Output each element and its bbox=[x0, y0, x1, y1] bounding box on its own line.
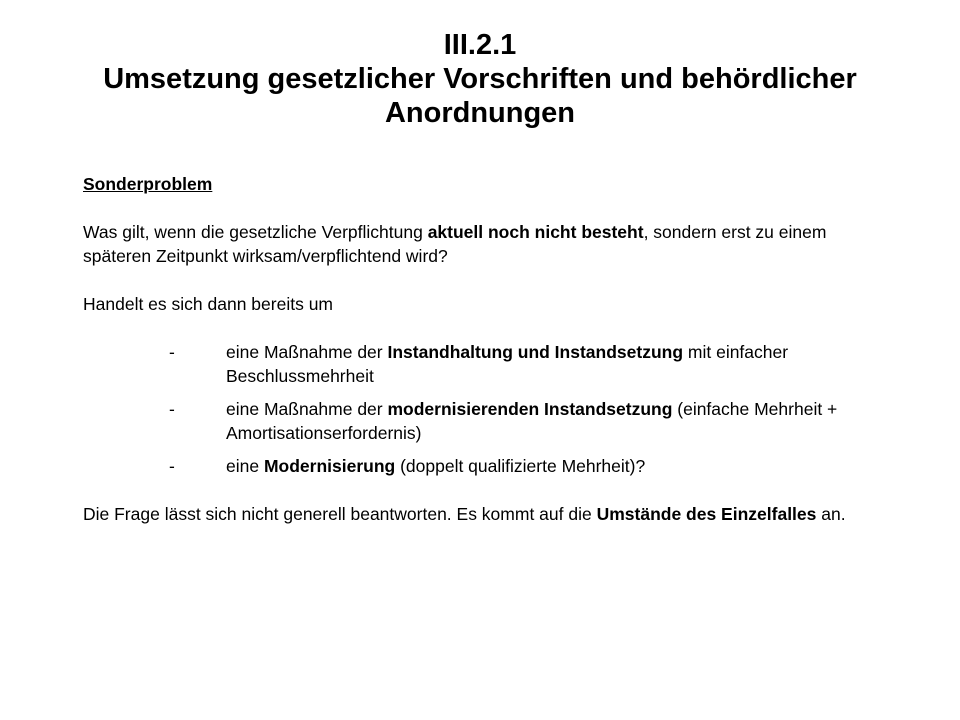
list-item bbox=[83, 454, 883, 478]
item-text: eine Maßnahme der bbox=[226, 342, 388, 362]
question-emphasis: aktuell noch nicht besteht bbox=[427, 222, 644, 242]
lead-paragraph: Handelt es sich dann bereits um bbox=[83, 294, 333, 314]
conclusion-emphasis: Umstände des Einzelfalles bbox=[596, 504, 817, 524]
item-text: (doppelt qualifizierte Mehrheit)? bbox=[395, 456, 646, 476]
question-text: , sondern erst zu einem späteren Zeitpunkt wirksam/verpflichtend wird? bbox=[83, 222, 827, 266]
question-text: Was gilt, wenn die gesetzliche Verpflichtung bbox=[83, 222, 428, 242]
dash-marker: - bbox=[169, 399, 175, 419]
section-heading: Sonderproblem bbox=[83, 174, 213, 194]
item-text: (einfache Mehrheit + Amortisationserfordernis) bbox=[226, 399, 838, 443]
conclusion-paragraph bbox=[83, 502, 883, 526]
item-emphasis: modernisierenden Instandsetzung bbox=[387, 399, 673, 419]
title-line: Umsetzung gesetzlicher Vorschriften und behördlicher bbox=[103, 63, 857, 95]
item-emphasis: Instandhaltung und Instandsetzung bbox=[387, 342, 684, 362]
item-text: mit einfacher Beschlussmehrheit bbox=[226, 342, 789, 386]
options-list bbox=[83, 340, 883, 478]
item-emphasis: Modernisierung bbox=[263, 456, 396, 476]
item-text: eine Maßnahme der bbox=[226, 399, 388, 419]
title-section-number: III.2.1 bbox=[443, 29, 517, 61]
list-item-text bbox=[226, 340, 883, 388]
dash-marker: - bbox=[169, 456, 175, 476]
list-item-text bbox=[226, 454, 883, 478]
item-text: eine bbox=[226, 456, 264, 476]
slide-body bbox=[83, 172, 883, 550]
dash-marker: - bbox=[169, 342, 175, 362]
slide-title bbox=[40, 28, 920, 130]
conclusion-text: an. bbox=[816, 504, 846, 524]
list-item bbox=[83, 340, 883, 388]
list-item-text bbox=[226, 397, 883, 445]
question-paragraph bbox=[83, 220, 883, 268]
title-line: Anordnungen bbox=[384, 97, 576, 129]
list-item bbox=[83, 397, 883, 445]
conclusion-text: Die Frage lässt sich nicht generell beantworten. Es kommt auf die bbox=[83, 504, 597, 524]
